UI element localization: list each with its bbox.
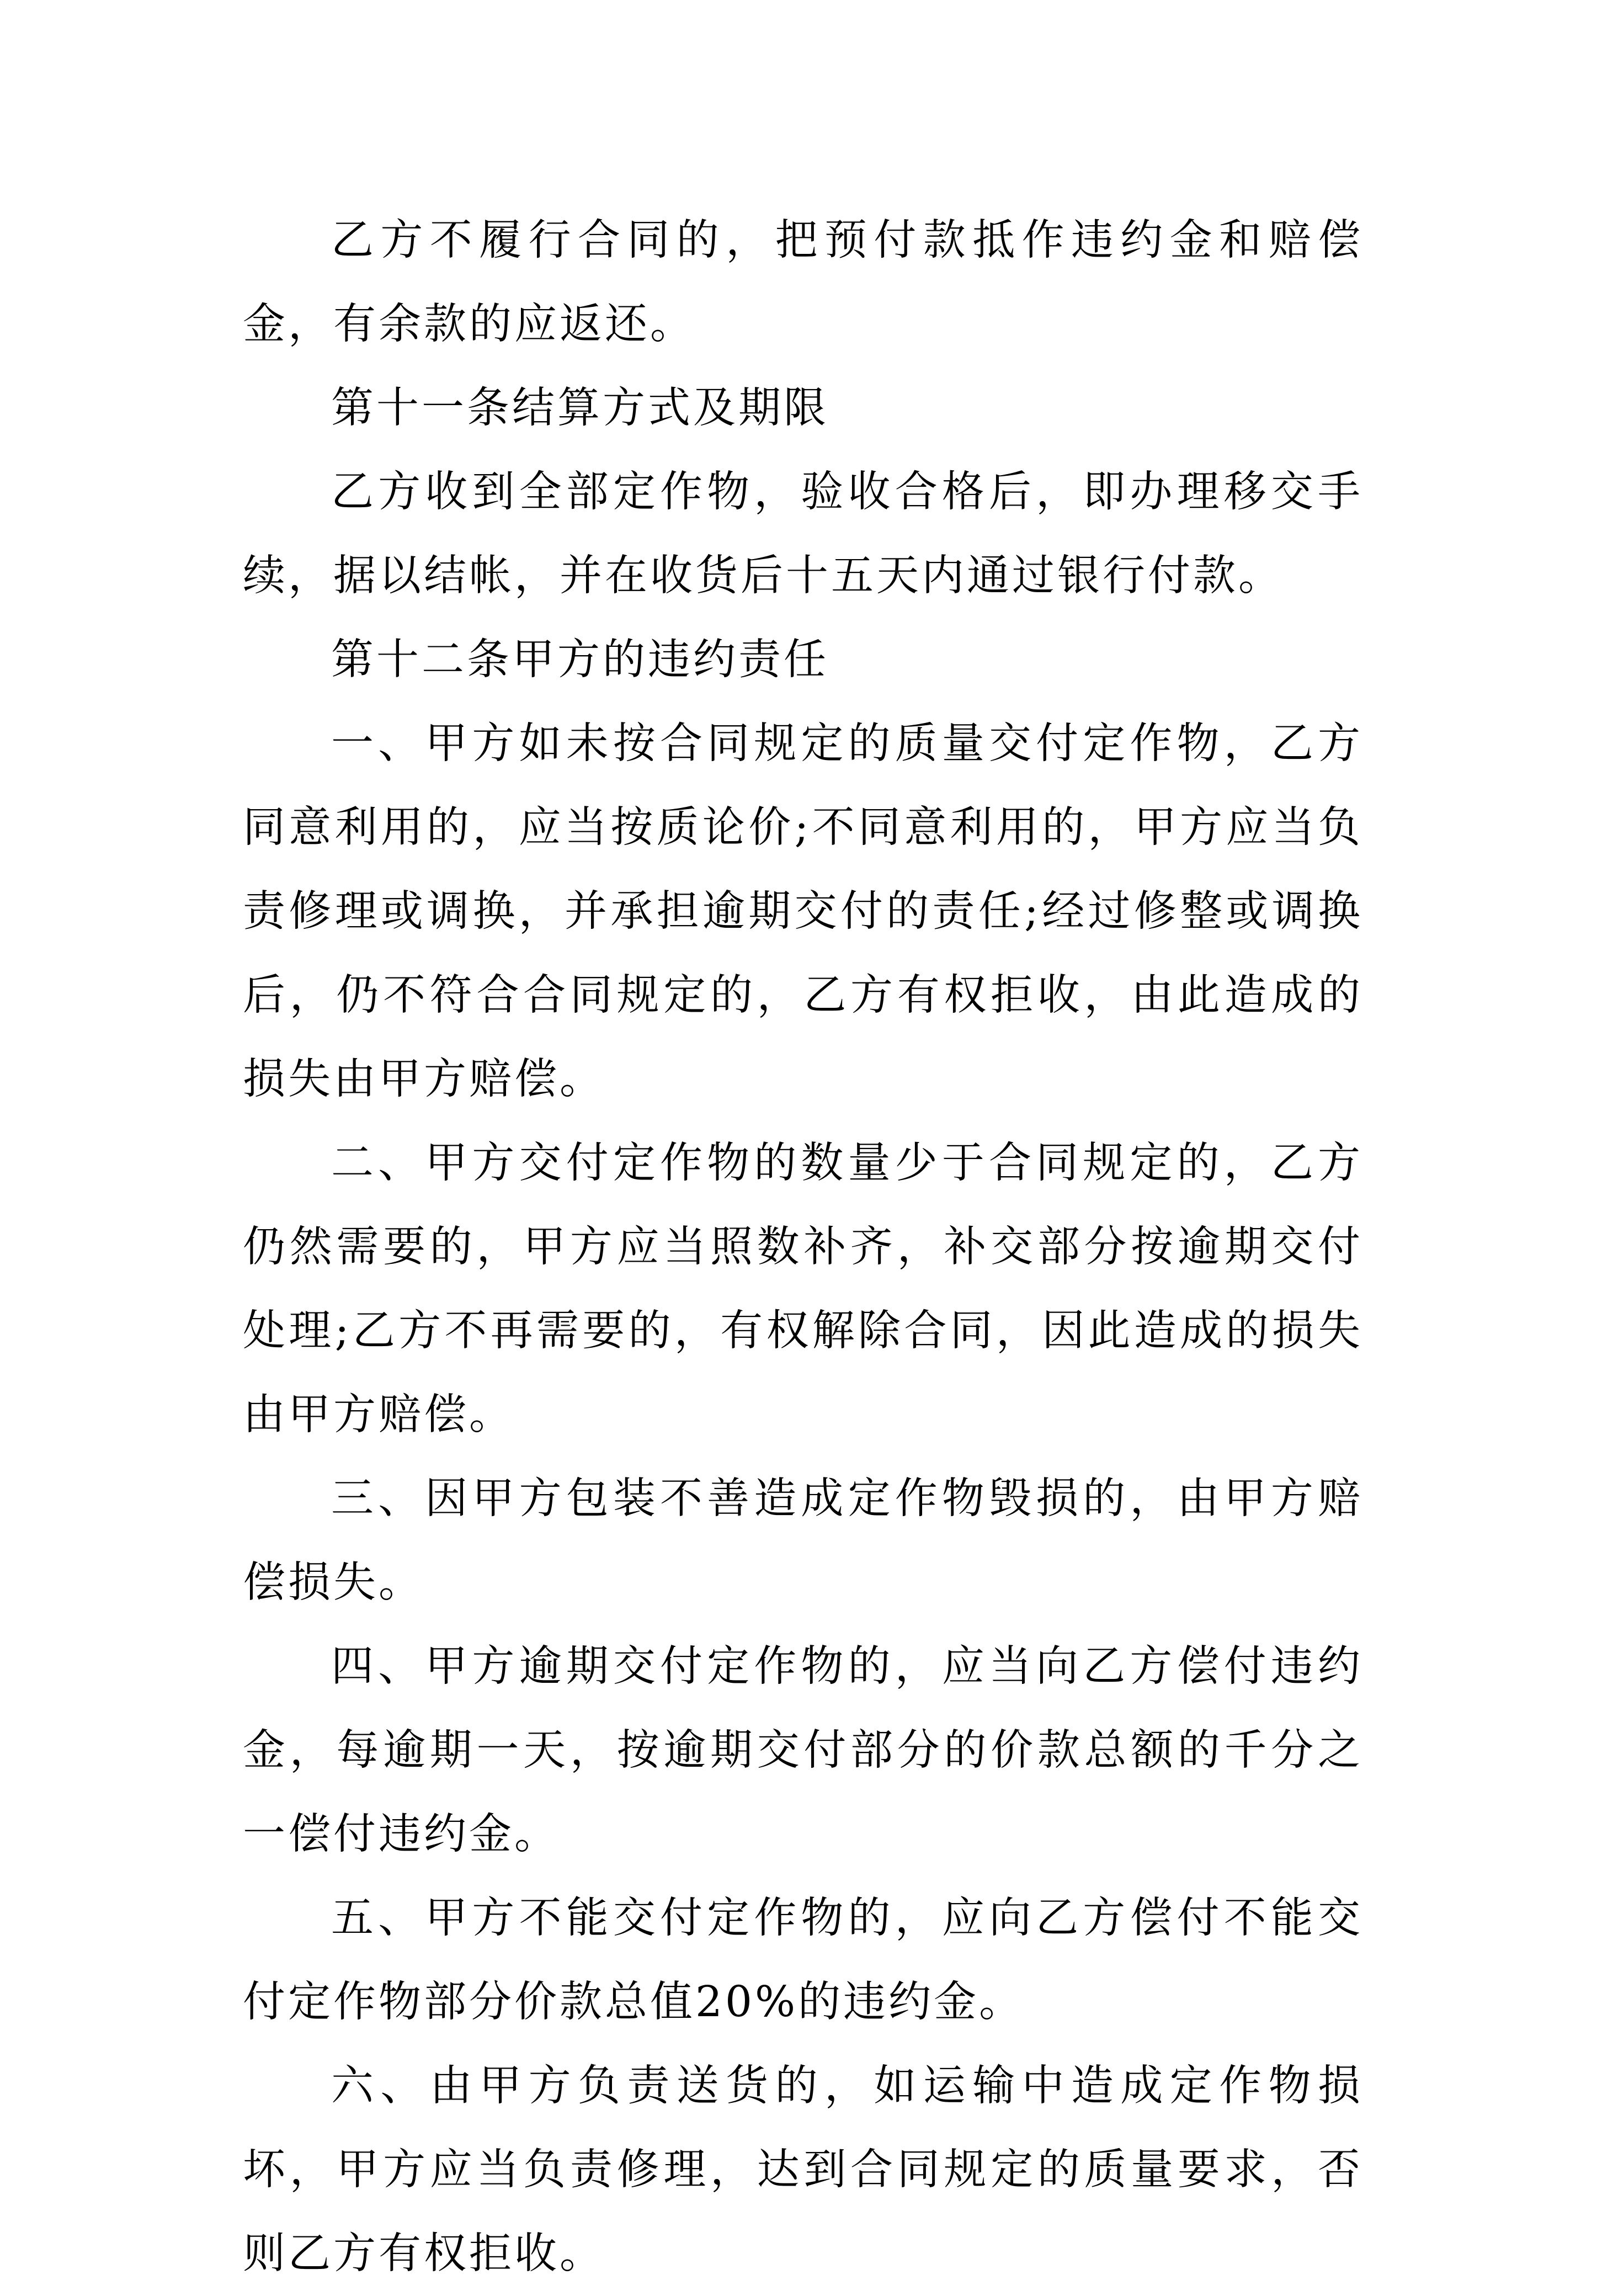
article-11-heading: 第十一条结算方式及期限 xyxy=(331,384,829,433)
clause-3-packaging: 三、因甲方包装不善造成定作物毁损的，由甲方赔偿损失。 xyxy=(243,1474,1363,1607)
paragraph-prepayment-forfeit: 乙方不履行合同的，把预付款抵作违约金和赔偿金，有余款的应返还。 xyxy=(243,216,1363,349)
clause-5-non-delivery: 五、甲方不能交付定作物的，应向乙方偿付不能交付定作物部分价款总值20%的违约金。 xyxy=(243,1894,1363,2027)
clause-4-late-delivery: 四、甲方逾期交付定作物的，应当向乙方偿付违约金，每逾期一天，按逾期交付部分的价款总额的千分之一偿付违约金。 xyxy=(243,1642,1363,1859)
paragraph-settlement: 乙方收到全部定作物，验收合格后，即办理移交手续，据以结帐，并在收货后十五天内通过银行付款。 xyxy=(243,467,1363,600)
article-12-heading: 第十二条甲方的违约责任 xyxy=(331,635,829,684)
clause-1-quality: 一、甲方如未按合同规定的质量交付定作物，乙方同意利用的，应当按质论价;不同意利用的，甲方应当负责修理或调换，并承担逾期交付的责任;经过修整或调换后，仍不符合合同规定的，乙方有权拒收，由此造成的损失由甲方赔偿。 xyxy=(243,719,1363,1104)
clause-2-quantity: 二、甲方交付定作物的数量少于合同规定的，乙方仍然需要的，甲方应当照数补齐，补交部分按逾期交付处理;乙方不再需要的，有权解除合同，因此造成的损失由甲方赔偿。 xyxy=(243,1139,1363,1439)
document-body xyxy=(243,199,1363,2296)
clause-6-transport-damage: 六、由甲方负责送货的，如运输中造成定作物损坏，甲方应当负责修理，达到合同规定的质量要求，否则乙方有权拒收。 xyxy=(243,2061,1363,2278)
